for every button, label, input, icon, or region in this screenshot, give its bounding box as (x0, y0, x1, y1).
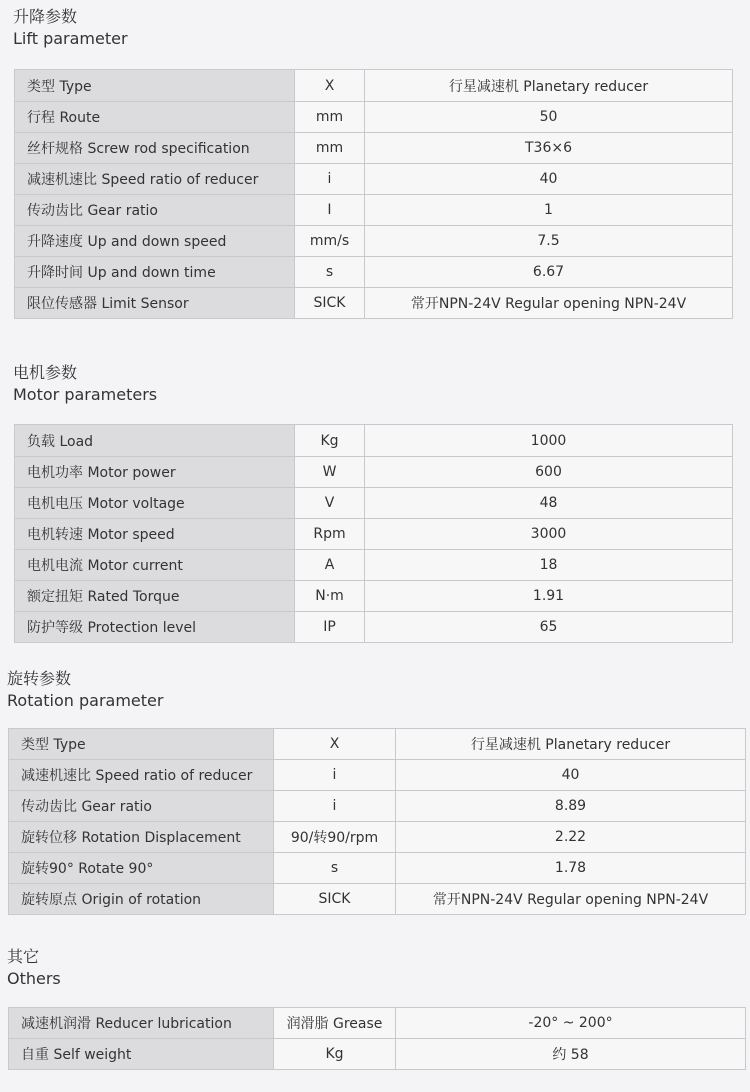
motor-title-en: Motor parameters (13, 385, 158, 404)
param-unit: IP (295, 612, 365, 643)
table-row (15, 550, 733, 581)
motor-title-cn: 电机参数 (13, 363, 78, 382)
table-row (15, 226, 733, 257)
table-row (15, 70, 733, 102)
param-unit: mm (295, 102, 365, 133)
param-label: 旋转90° Rotate 90° (9, 853, 274, 884)
param-label: 电机功率 Motor power (15, 457, 295, 488)
table-row (15, 195, 733, 226)
param-label: 电机电流 Motor current (15, 550, 295, 581)
table-row (15, 488, 733, 519)
param-value: 600 (365, 457, 733, 488)
param-value: 65 (365, 612, 733, 643)
table-row (15, 425, 733, 457)
table-row (15, 102, 733, 133)
param-label: 负载 Load (15, 425, 295, 457)
table-row (9, 791, 746, 822)
param-value: T36×6 (365, 133, 733, 164)
table-row (15, 612, 733, 643)
table-row (15, 257, 733, 288)
param-unit: 润滑脂 Grease (274, 1008, 396, 1039)
others-parameter-table (8, 1007, 746, 1070)
rotation-parameter-table (8, 728, 746, 915)
table-row (9, 853, 746, 884)
others-section-title (7, 946, 61, 990)
param-value: 18 (365, 550, 733, 581)
param-unit: Kg (295, 425, 365, 457)
param-label: 类型 Type (9, 729, 274, 760)
param-value: 50 (365, 102, 733, 133)
param-unit: W (295, 457, 365, 488)
param-value: 1.78 (396, 853, 746, 884)
param-unit: SICK (274, 884, 396, 915)
table-row (15, 581, 733, 612)
lift-parameter-table (14, 69, 733, 319)
param-value: 1000 (365, 425, 733, 457)
param-value: 40 (396, 760, 746, 791)
param-label: 传动齿比 Gear ratio (9, 791, 274, 822)
param-unit: Kg (274, 1039, 396, 1070)
param-label: 电机电压 Motor voltage (15, 488, 295, 519)
rotation-section-title (7, 668, 163, 712)
param-value: 40 (365, 164, 733, 195)
lift-title-en: Lift parameter (13, 29, 128, 48)
param-value: 48 (365, 488, 733, 519)
param-label: 类型 Type (15, 70, 295, 102)
param-unit: s (274, 853, 396, 884)
motor-section-title (13, 362, 157, 406)
param-unit: i (274, 760, 396, 791)
param-value: 行星减速机 Planetary reducer (396, 729, 746, 760)
param-label: 电机转速 Motor speed (15, 519, 295, 550)
param-value: 1.91 (365, 581, 733, 612)
table-row (9, 1008, 746, 1039)
param-value: 1 (365, 195, 733, 226)
table-row (9, 760, 746, 791)
param-value: 行星减速机 Planetary reducer (365, 70, 733, 102)
table-row (9, 729, 746, 760)
param-value: -20° ~ 200° (396, 1008, 746, 1039)
table-row (15, 288, 733, 319)
param-value: 6.67 (365, 257, 733, 288)
others-title-cn: 其它 (7, 947, 40, 966)
param-unit: V (295, 488, 365, 519)
param-label: 丝杆规格 Screw rod specification (15, 133, 295, 164)
param-unit: Rpm (295, 519, 365, 550)
param-value: 常开NPN-24V Regular opening NPN-24V (396, 884, 746, 915)
param-label: 旋转位移 Rotation Displacement (9, 822, 274, 853)
param-unit: s (295, 257, 365, 288)
rotation-title-cn: 旋转参数 (7, 669, 72, 688)
param-unit: I (295, 195, 365, 226)
param-label: 额定扭矩 Rated Torque (15, 581, 295, 612)
param-label: 行程 Route (15, 102, 295, 133)
param-value: 约 58 (396, 1039, 746, 1070)
param-label: 防护等级 Protection level (15, 612, 295, 643)
param-unit: SICK (295, 288, 365, 319)
table-row (15, 164, 733, 195)
table-row (15, 519, 733, 550)
param-unit: i (274, 791, 396, 822)
motor-parameter-table (14, 424, 733, 643)
param-unit: X (274, 729, 396, 760)
param-label: 减速机润滑 Reducer lubrication (9, 1008, 274, 1039)
param-unit: mm (295, 133, 365, 164)
param-value: 常开NPN-24V Regular opening NPN-24V (365, 288, 733, 319)
rotation-title-en: Rotation parameter (7, 691, 164, 710)
param-label: 升降速度 Up and down speed (15, 226, 295, 257)
param-value: 2.22 (396, 822, 746, 853)
param-value: 8.89 (396, 791, 746, 822)
table-row (9, 1039, 746, 1070)
param-unit: i (295, 164, 365, 195)
param-unit: A (295, 550, 365, 581)
param-unit: 90/转90/rpm (274, 822, 396, 853)
lift-section-title (13, 6, 128, 50)
param-value: 7.5 (365, 226, 733, 257)
others-title-en: Others (7, 969, 61, 988)
param-value: 3000 (365, 519, 733, 550)
param-unit: X (295, 70, 365, 102)
table-row (9, 884, 746, 915)
param-unit: mm/s (295, 226, 365, 257)
param-unit: N·m (295, 581, 365, 612)
lift-title-cn: 升降参数 (13, 7, 78, 26)
param-label: 减速机速比 Speed ratio of reducer (9, 760, 274, 791)
param-label: 传动齿比 Gear ratio (15, 195, 295, 226)
table-row (15, 133, 733, 164)
param-label: 旋转原点 Origin of rotation (9, 884, 274, 915)
table-row (15, 457, 733, 488)
param-label: 自重 Self weight (9, 1039, 274, 1070)
param-label: 限位传感器 Limit Sensor (15, 288, 295, 319)
table-row (9, 822, 746, 853)
param-label: 减速机速比 Speed ratio of reducer (15, 164, 295, 195)
param-label: 升降时间 Up and down time (15, 257, 295, 288)
